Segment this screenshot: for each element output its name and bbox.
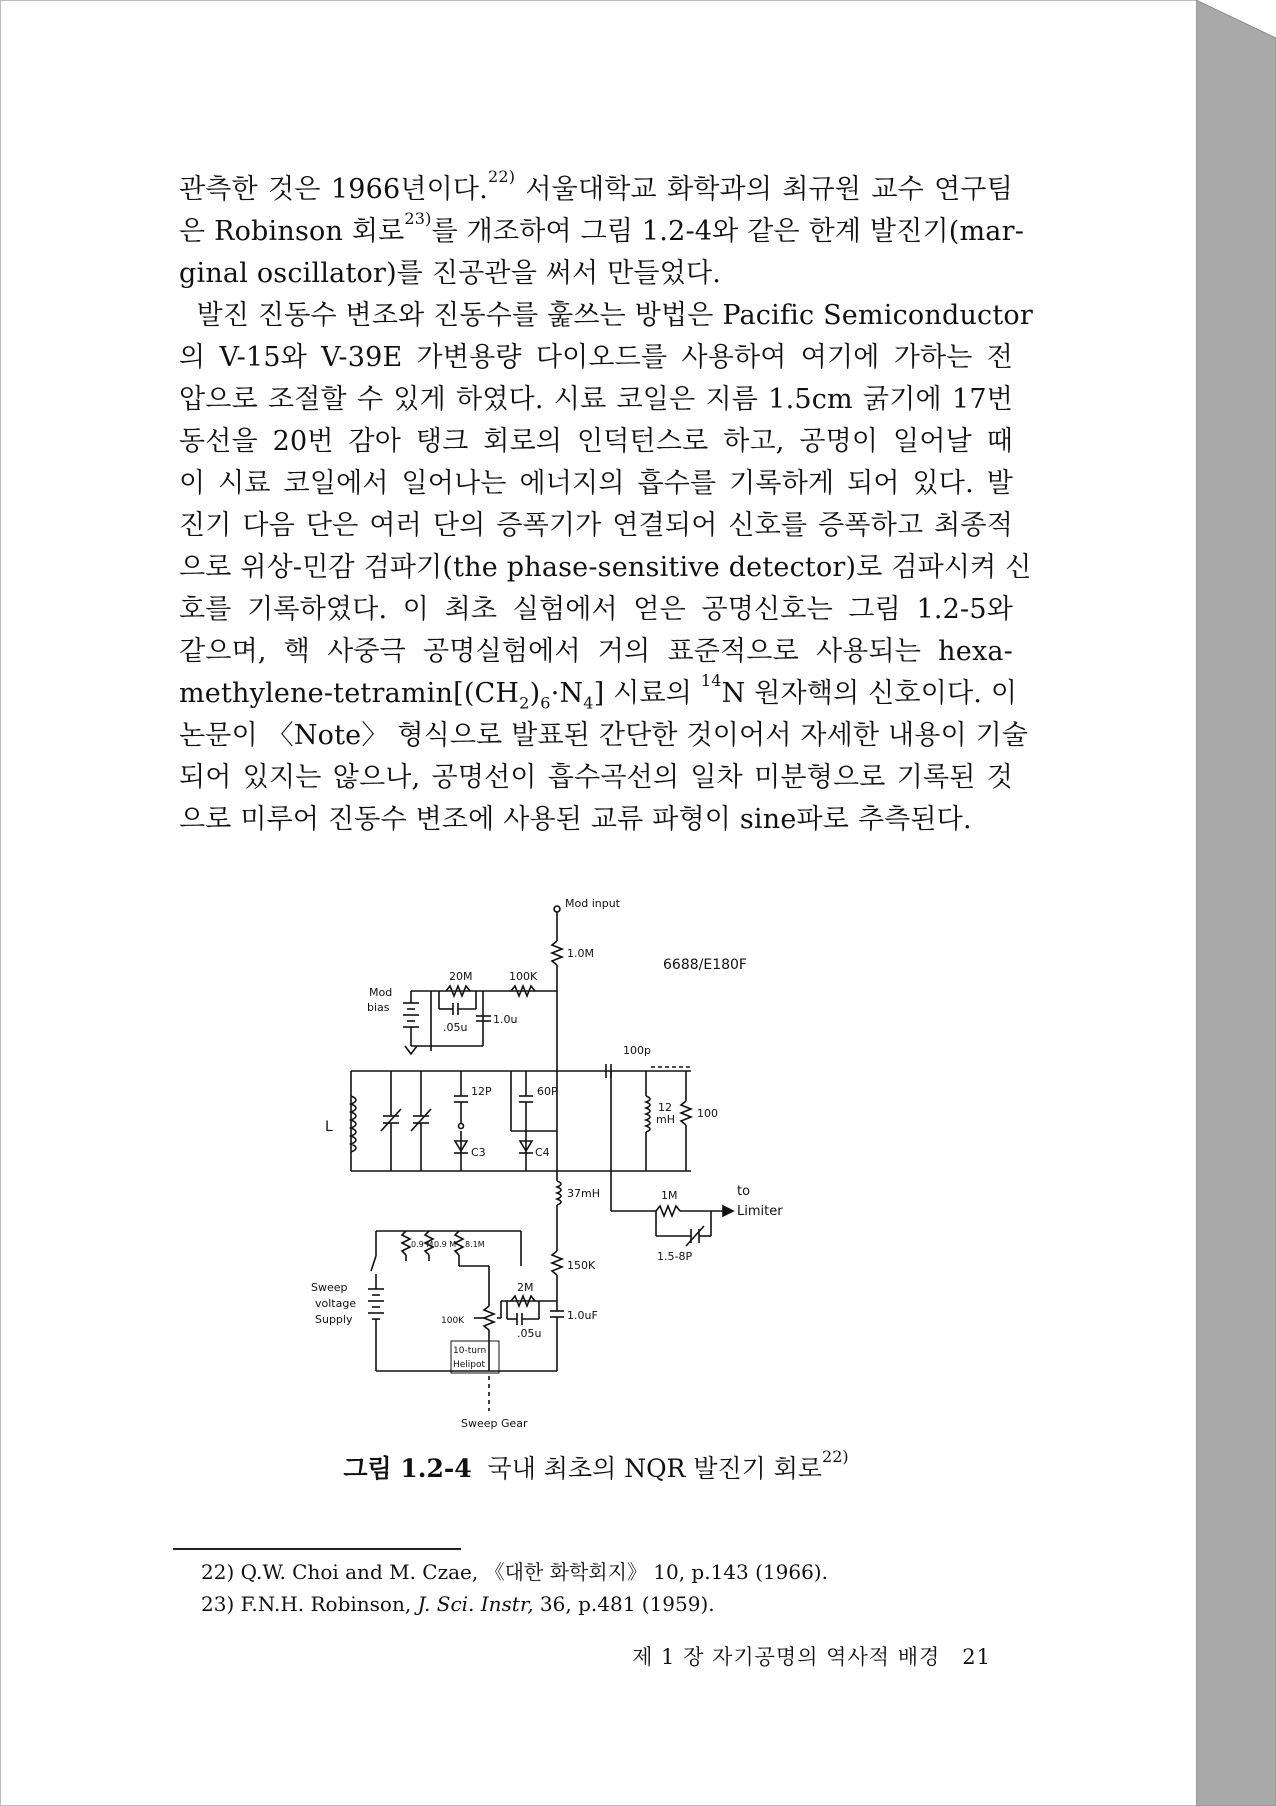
- footnotes: [201, 1556, 1001, 1620]
- caption-text: 국내 최초의 NQR 발진기 회로: [487, 1454, 823, 1483]
- footnote-ref: 23): [404, 209, 432, 228]
- label-c-15-8p: 1.5-8P: [657, 1250, 693, 1263]
- text-line: 으로 위상-민감 검파기(the phase-sensitive detector)로 검파시켜 신: [179, 552, 1032, 583]
- figure-caption: [179, 1449, 1013, 1485]
- text-line: 으로 미루어 진동수 변조에 사용된 교류 파형이 sine파로 추측된다.: [179, 804, 972, 835]
- label-voltage: voltage: [315, 1297, 357, 1310]
- label-r-1m-out: 1M: [661, 1189, 678, 1202]
- label-bias: bias: [367, 1001, 390, 1014]
- label-sweep: Sweep: [311, 1281, 348, 1294]
- figure-number: 그림 1.2-4: [343, 1454, 472, 1483]
- label-l-37mh: 37mH: [567, 1187, 600, 1200]
- label-c3: C3: [471, 1146, 486, 1159]
- label-r-2m: 2M: [517, 1281, 534, 1294]
- text-line: 같으며, 핵 사중극 공명실험에서 거의 표준적으로 사용되는 hexa-: [179, 636, 1013, 667]
- label-r-100k-b: 100K: [441, 1316, 465, 1326]
- label-sweep-gen: Sweep Gear: [461, 1417, 528, 1430]
- body-text: [179, 167, 1033, 841]
- label-l: L: [325, 1119, 333, 1135]
- footnote: 23) F.N.H. Robinson, J. Sci. Instr, 36, p.481 (1959).: [201, 1592, 715, 1616]
- label-r-c: 8.1M: [465, 1240, 485, 1249]
- label-to: to: [737, 1184, 751, 1199]
- label-mod: Mod: [369, 986, 393, 999]
- label-r-20m: 20M: [449, 970, 473, 983]
- footnote-ref: 22): [487, 167, 516, 186]
- label-supply: Supply: [315, 1313, 353, 1326]
- book-spine-edge: [1196, 0, 1276, 1806]
- text-line: 발진 진동수 변조와 진동수를 훑쓰는 방법은 Pacific Semiconductor: [179, 300, 1033, 331]
- text-line: ginal oscillator)를 진공관을 써서 만들었다.: [179, 258, 722, 289]
- label-c-05u-b: .05u: [517, 1327, 542, 1340]
- label-l-mh: mH: [656, 1113, 675, 1126]
- text-line: methylene-$tetramin[(CH_2)_6\cdot N_4]$ 시료의 $^{14}$N 원자핵의 신호이다. 이: [179, 671, 1018, 713]
- chapter-title: 제 1 장 자기공명의 역사적 배경: [632, 1645, 941, 1669]
- label-c-60p: 60P: [537, 1085, 558, 1098]
- text-line: 이 시료 코일에서 일어나는 에너지의 흡수를 기록하게 되어 있다. 발: [179, 468, 1013, 499]
- label-r-a: 0.9 M: [411, 1240, 434, 1249]
- label-tube: 6688/E180F: [663, 957, 747, 973]
- running-footer: [591, 1641, 991, 1671]
- label-r-100: 100: [697, 1107, 718, 1120]
- text-line: 관측한 것은 1966년이다.$^{22)}$ 서울대학교 화학과의 최규원 교수 연구팀: [179, 167, 1013, 205]
- text-line: 진기 다음 단은 여러 단의 증폭기가 연결되어 신호를 증폭하고 최종적: [179, 510, 1013, 541]
- label-r-150k: 150K: [567, 1259, 596, 1272]
- text-line: 되어 있지는 않으나, 공명선이 흡수곡선의 일차 미분형으로 기록된 것: [179, 762, 1013, 793]
- page-number: 21: [962, 1645, 991, 1669]
- label-c-05u: .05u: [443, 1021, 468, 1034]
- footnote-rule: [173, 1548, 461, 1550]
- label-helipot-2: Helipot: [453, 1360, 486, 1370]
- label-c-12p: 12P: [471, 1085, 492, 1098]
- label-limiter: Limiter: [737, 1204, 783, 1219]
- label-c-100p: 100p: [623, 1044, 651, 1057]
- circuit-diagram: [311, 891, 871, 1446]
- caption-ref: 22): [822, 1447, 849, 1466]
- label-mod-input: Mod input: [565, 897, 620, 910]
- label-r-b: 0.9 M: [434, 1240, 457, 1249]
- text-line: 논문이 〈Note〉 형식으로 발표된 간단한 것이어서 자세한 내용이 기술: [179, 720, 1029, 751]
- circuit-schematic: [311, 891, 871, 1446]
- label-c-10uf: 1.0uF: [567, 1309, 598, 1322]
- label-c-1u: 1.0u: [493, 1013, 518, 1026]
- text-line: 동선을 20번 감아 탱크 회로의 인덕턴스로 하고, 공명이 일어날 때: [179, 426, 1013, 457]
- text-line: 압으로 조절할 수 있게 하였다. 시료 코일은 지름 1.5cm 굵기에 17번: [179, 384, 1013, 415]
- label-helipot-1: 10-turn: [453, 1346, 487, 1356]
- text-line: 은 Robinson 회로$^{23)}$를 개조하여 그림 1.2-4와 같은 한계 발진기(mar-: [179, 209, 1025, 247]
- footnote: 22) Q.W. Choi and M. Czae, 《대한 화학회지》 10, p.143 (1966).: [201, 1560, 828, 1584]
- text-line: 의 V-15와 V-39E 가변용량 다이오드를 사용하여 여기에 가하는 전: [179, 342, 1013, 373]
- label-l-12: 12: [658, 1101, 672, 1114]
- text-line: 호를 기록하였다. 이 최초 실험에서 얻은 공명신호는 그림 1.2-5와: [179, 594, 1013, 625]
- label-c4: C4: [535, 1146, 550, 1159]
- label-r-100k: 100K: [509, 970, 538, 983]
- label-r-1m: 1.0M: [567, 947, 594, 960]
